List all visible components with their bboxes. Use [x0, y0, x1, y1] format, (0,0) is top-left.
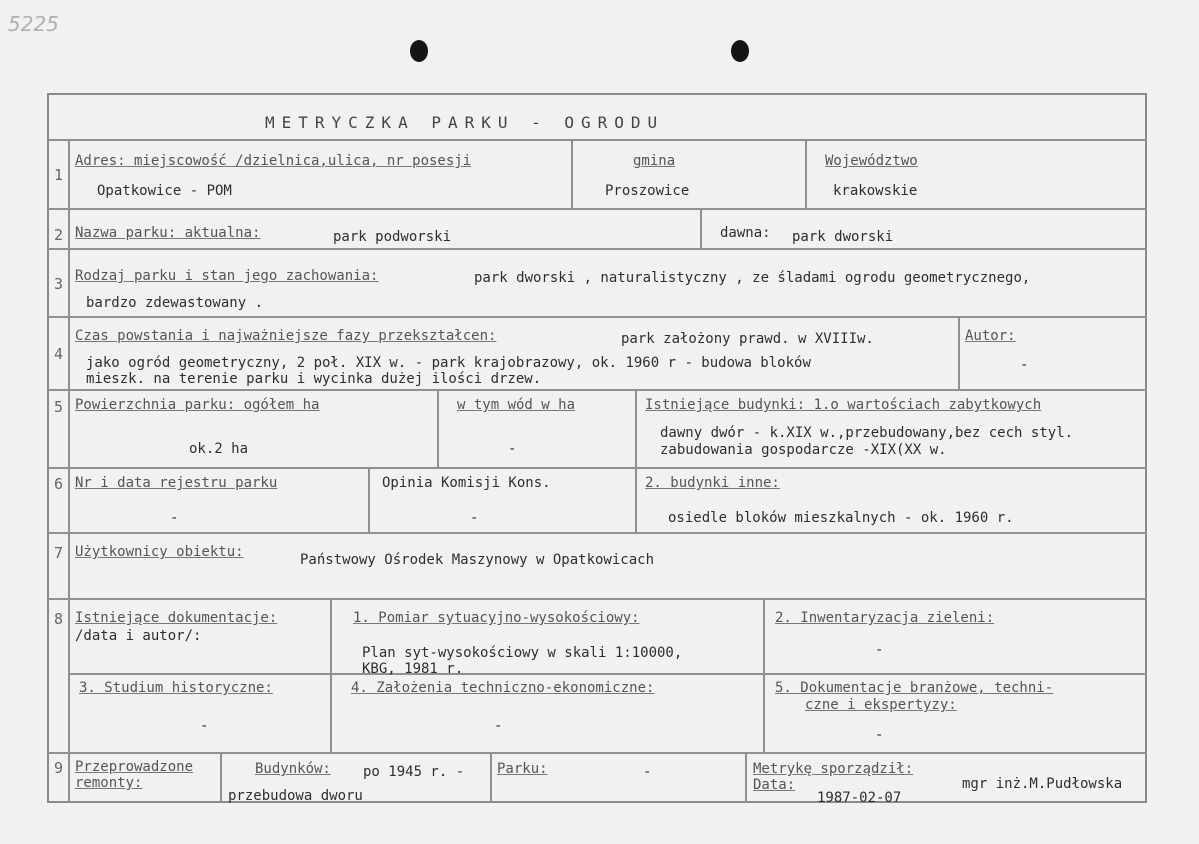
buildings-value-2: zabudowania gospodarcze -XIX(XX w.: [660, 442, 947, 458]
address-label: Adres: miejscowość /dzielnica,ulica, nr posesji: [75, 153, 472, 169]
park-name-current: park podworski: [333, 229, 452, 245]
row-number: 3: [54, 275, 64, 293]
rule: [47, 467, 1147, 469]
rule: [763, 598, 765, 752]
rule: [47, 139, 1147, 141]
park-type-label: Rodzaj parku i stan jego zachowania:: [75, 268, 379, 284]
rule: [47, 248, 1147, 250]
opinion-value: -: [470, 510, 479, 526]
address-value: Opatkowice - POM: [97, 183, 232, 199]
park-renovation-value: -: [643, 764, 652, 780]
register-value: -: [170, 510, 179, 526]
municipality-value: Proszowice: [605, 183, 690, 199]
branch-docs-label-2: czne i ekspertyzy:: [805, 697, 957, 713]
history-value-2: jako ogród geometryczny, 2 poł. XIX w. - park krajobrazowy, ok. 1960 r - budowa bloków: [86, 355, 811, 371]
row-number: 6: [54, 475, 64, 493]
municipality-label: gmina: [633, 153, 676, 169]
users-label: Użytkownicy obiektu:: [75, 544, 244, 560]
row-number: 1: [54, 166, 64, 184]
rule: [368, 467, 370, 532]
history-value-1: park założony prawd. w XVIIIw.: [621, 331, 874, 347]
documentation-label: Istniejące dokumentacje:: [75, 610, 278, 626]
area-label: Powierzchnia parku: ogółem ha: [75, 397, 320, 413]
techno-economic-label: 4. Założenia techniczno-ekonomiczne:: [351, 680, 655, 696]
date-label: Data:: [753, 777, 796, 793]
prepared-by-value: mgr inż.M.Pudłowska: [962, 776, 1123, 792]
buildings-renovation-value: po 1945 r. -: [363, 764, 465, 780]
history-value-3: mieszk. na terenie parku i wycinka dużej ilości drzew.: [86, 371, 542, 387]
water-area-value: -: [508, 441, 517, 457]
rule: [47, 208, 1147, 210]
park-name-label: Nazwa parku: aktualna:: [75, 225, 261, 241]
documentation-sublabel: /data i autor/:: [75, 628, 202, 644]
buildings-renovation-detail: przebudowa dworu: [228, 788, 363, 804]
punch-hole-left: [410, 40, 428, 62]
buildings-label: Istniejące budynki: 1.o wartościach zabytkowych: [645, 397, 1042, 413]
park-condition-value: bardzo zdewastowany .: [86, 295, 264, 311]
row-number: 8: [54, 610, 64, 628]
park-type-value: park dworski , naturalistyczny , ze śladami ogrodu geometrycznego,: [474, 270, 1031, 286]
row-number: 4: [54, 345, 64, 363]
rule: [47, 389, 1147, 391]
author-value: -: [1020, 357, 1029, 373]
branch-docs-value: -: [875, 727, 884, 743]
park-name-former: park dworski: [792, 229, 894, 245]
author-label: Autor:: [965, 328, 1016, 344]
form-title: METRYCZKA PARKU - OGRODU: [265, 113, 665, 132]
row-number: 7: [54, 544, 64, 562]
rule: [47, 532, 1147, 534]
buildings-value-1: dawny dwór - k.XIX w.,przebudowany,bez cech styl.: [660, 425, 1074, 441]
rule: [220, 752, 222, 803]
row-number: 5: [54, 398, 64, 416]
greenery-value: -: [875, 642, 884, 658]
park-renovation-label: Parku:: [497, 761, 548, 777]
corner-mark: 5225: [8, 12, 59, 36]
rule: [571, 139, 573, 208]
history-label: Czas powstania i najważniejsze fazy przekształcen:: [75, 328, 497, 344]
rule: [805, 139, 807, 208]
rule: [68, 139, 70, 803]
rule: [47, 316, 1147, 318]
rule: [68, 673, 1147, 675]
historical-study-value: -: [200, 718, 209, 734]
survey-label: 1. Pomiar sytuacyjno-wysokościowy:: [353, 610, 640, 626]
other-buildings-value: osiedle bloków mieszkalnych - ok. 1960 r.: [668, 510, 1014, 526]
date-value: 1987-02-07: [817, 790, 902, 806]
users-value: Państwowy Ośrodek Maszynowy w Opatkowicach: [300, 552, 655, 568]
rule: [437, 389, 439, 467]
other-buildings-label: 2. budynki inne:: [645, 475, 780, 491]
register-label: Nr i data rejestru parku: [75, 475, 278, 491]
historical-study-label: 3. Studium historyczne:: [79, 680, 273, 696]
voivodeship-value: krakowskie: [833, 183, 918, 199]
row-number: 9: [54, 759, 64, 777]
renovations-label: Przeprowadzone: [75, 759, 194, 775]
punch-hole-right: [731, 40, 749, 62]
survey-value-1: Plan syt-wysokościowy w skali 1:10000,: [362, 645, 683, 661]
rule: [700, 208, 702, 248]
rule: [490, 752, 492, 803]
rule: [745, 752, 747, 803]
buildings-renovation-label: Budynków:: [255, 761, 331, 777]
water-area-label: w tym wód w ha: [457, 397, 576, 413]
opinion-label: Opinia Komisji Kons.: [382, 475, 551, 491]
rule: [47, 752, 1147, 754]
area-value: ok.2 ha: [189, 441, 249, 457]
techno-economic-value: -: [494, 718, 503, 734]
voivodeship-label: Województwo: [825, 153, 918, 169]
rule: [958, 316, 960, 389]
branch-docs-label: 5. Dokumentacje branżowe, techni-: [775, 680, 1054, 696]
prepared-by-label: Metrykę sporządził:: [753, 761, 914, 777]
survey-value-2: KBG, 1981 r.: [362, 661, 464, 677]
greenery-label: 2. Inwentaryzacja zieleni:: [775, 610, 995, 626]
park-name-former-label: dawna:: [720, 225, 771, 241]
rule: [47, 598, 1147, 600]
renovations-label-2: remonty:: [75, 775, 143, 791]
row-number: 2: [54, 226, 64, 244]
rule: [635, 389, 637, 532]
rule: [330, 598, 332, 752]
